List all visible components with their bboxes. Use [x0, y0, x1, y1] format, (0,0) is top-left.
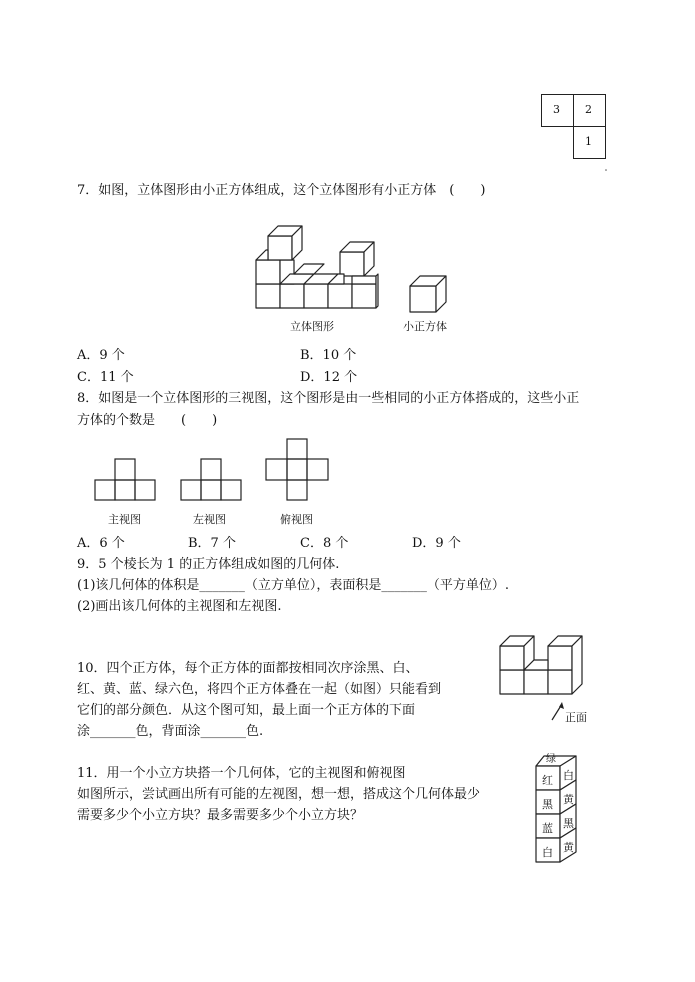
q7-option-d: D．12 个 — [300, 370, 358, 385]
stack-top-face: 绿 — [546, 754, 556, 765]
q9-stem-line3: (2)画出该几何体的主视图和左视图. — [77, 599, 282, 614]
q8-option-a: A．6 个 — [77, 536, 125, 551]
q8-stem-line2: 方体的个数是 ( ) — [77, 413, 218, 428]
q8-label-left: 左视图 — [193, 513, 226, 526]
q8-left-view — [180, 458, 242, 502]
q7-stem: 7．如图，立体图形由小正方体组成，这个立体图形有小正方体 ( ) — [77, 183, 486, 198]
top-view-grid — [541, 94, 609, 172]
q8-label-front: 主视图 — [108, 513, 141, 526]
stack-side-3: 黑 — [563, 817, 574, 830]
grid-cell-3: 3 — [553, 103, 560, 116]
q8-top-view — [265, 438, 329, 502]
q7-solid-figure — [254, 214, 384, 314]
q8-stem-line1: 8．如图是一个立体图形的三视图，这个图形是由一些相同的小正方体搭成的，这些小正 — [77, 391, 580, 406]
stack-front-4: 白 — [542, 846, 553, 859]
q7-option-c: C．11 个 — [77, 370, 134, 385]
q7-label-cube: 小正方体 — [403, 320, 447, 333]
stack-front-2: 黑 — [542, 798, 553, 811]
grid-cell-1: 1 — [585, 135, 592, 148]
q8-option-c: C．8 个 — [300, 536, 349, 551]
stack-side-4: 黄 — [563, 841, 574, 854]
stack-side-1: 白 — [563, 769, 574, 782]
q11-stem-line2: 如图所示，尝试画出所有可能的左视图，想一想，搭成这个几何体最少 — [77, 787, 481, 802]
q8-front-view — [94, 458, 156, 502]
q7-option-b: B．10 个 — [300, 348, 357, 363]
q9-front-label: 正面 — [565, 711, 587, 724]
q10-cube-stack — [534, 754, 580, 866]
q10-stem-line1: 10．四个正方体，每个正方体的面都按相同次序涂黑、白、 — [77, 661, 419, 676]
q8-option-b: B．7 个 — [188, 536, 236, 551]
q10-stem-line4: 涂_______色，背面涂_______色. — [77, 724, 264, 739]
stack-front-1: 红 — [542, 774, 553, 787]
q11-stem-line3: 需要多少个小立方块？最多需要多少个小立方块？ — [77, 808, 364, 823]
q7-option-a: A．9 个 — [77, 348, 125, 363]
q11-stem-line1: 11．用一个小立方块搭一个几何体，它的主视图和俯视图 — [77, 766, 406, 781]
q8-label-top: 俯视图 — [280, 513, 313, 526]
stack-front-3: 蓝 — [542, 822, 553, 835]
q9-stem-line1: 9．5 个棱长为 1 的正方体组成如图的几何体. — [77, 557, 340, 572]
q10-stem-line2: 红、黄、蓝、绿六色，将四个正方体叠在一起（如图）只能看到 — [77, 682, 442, 697]
q9-solid-figure — [498, 634, 588, 696]
q10-stem-line3: 它们的部分颜色．从这个图可知，最上面一个正方体的下面 — [77, 703, 416, 718]
q9-stem-line2: (1)该几何体的体积是_______（立方单位），表面积是_______（平方单位）. — [77, 578, 510, 593]
q7-label-solid: 立体图形 — [290, 320, 334, 333]
stack-side-2: 黄 — [563, 793, 574, 806]
q8-option-d: D．9 个 — [412, 536, 461, 551]
q7-small-cube — [408, 274, 448, 314]
grid-cell-2: 2 — [585, 103, 592, 116]
